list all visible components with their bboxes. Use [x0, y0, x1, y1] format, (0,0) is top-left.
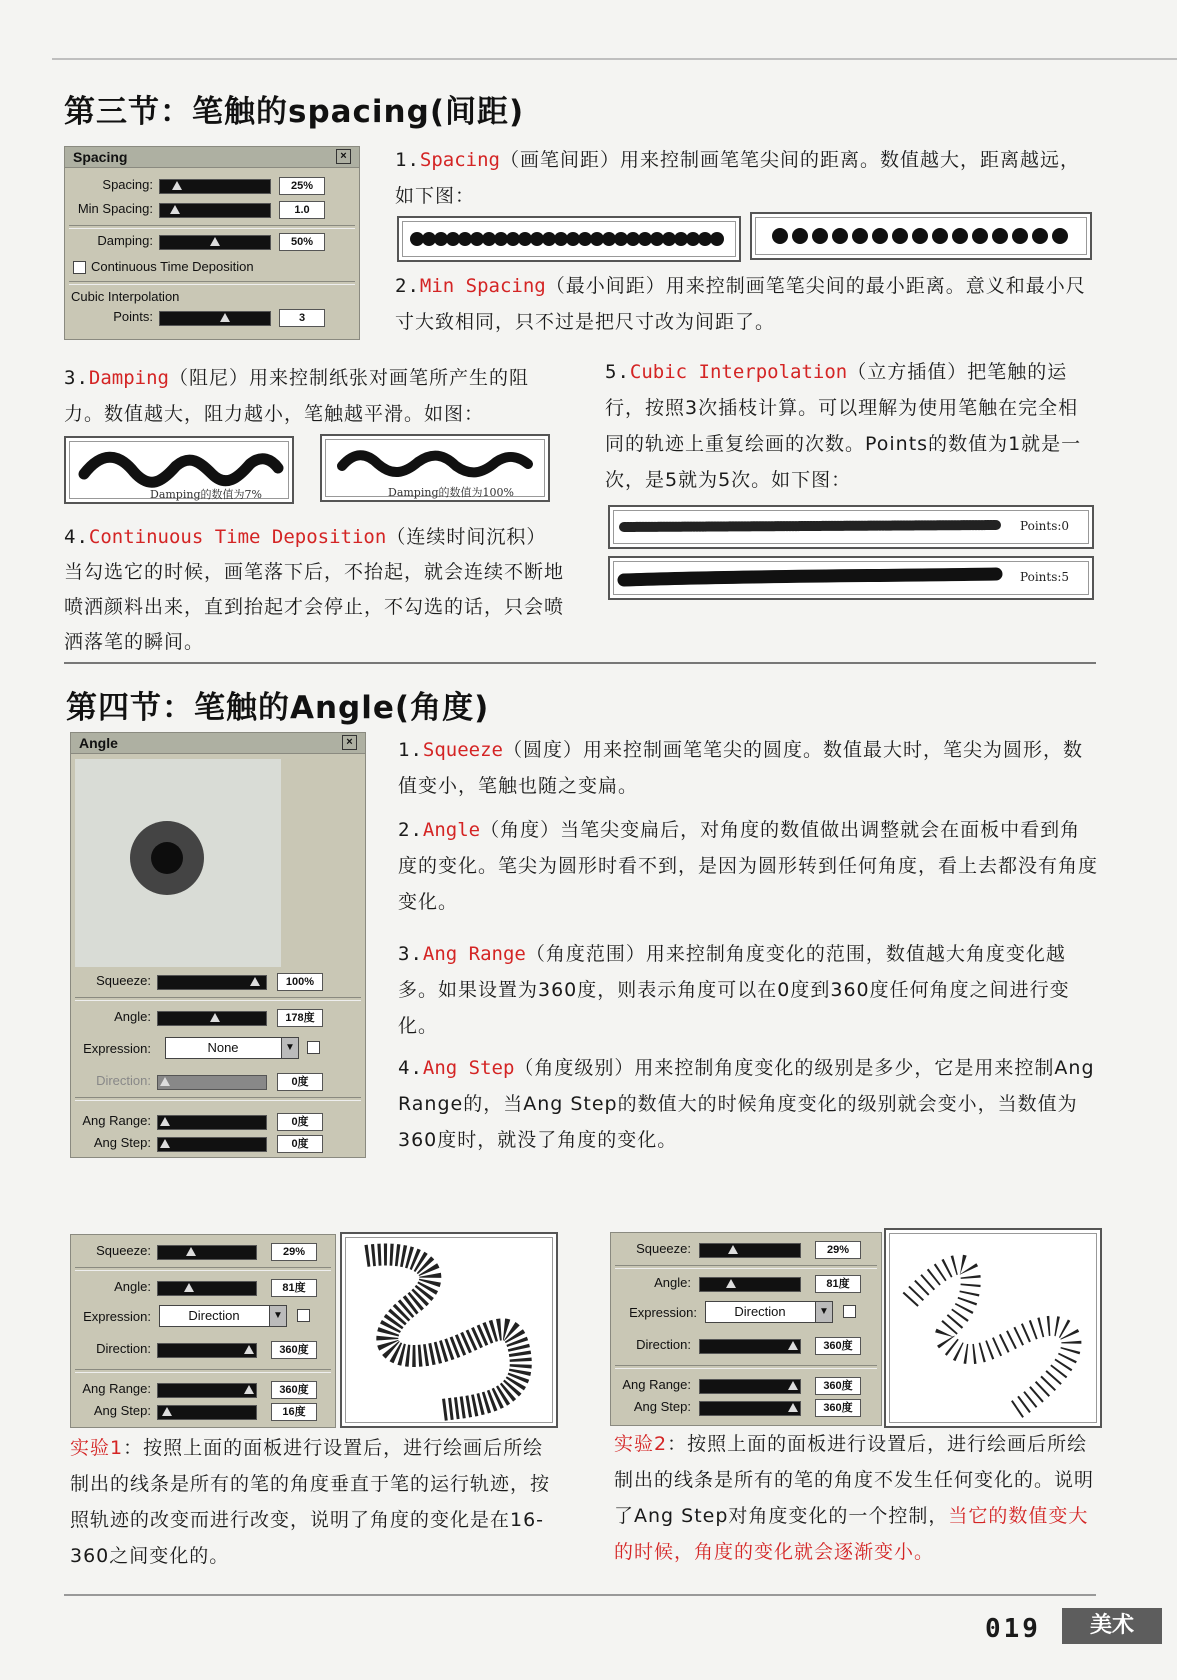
spacing-slider[interactable]	[159, 179, 271, 194]
angle-label: Angle:	[654, 1275, 691, 1290]
expression-label: Expression:	[83, 1041, 151, 1056]
ang-range-label: Ang Range:	[622, 1377, 691, 1392]
rotating-strokes	[342, 1234, 556, 1426]
term-spacing: Spacing	[419, 149, 500, 171]
expression-selected: Direction	[188, 1308, 240, 1323]
ang-range-slider[interactable]	[699, 1379, 801, 1394]
section3-title: 第三节：笔触的spacing(间距)	[64, 94, 525, 130]
squeeze-slider[interactable]	[157, 1245, 257, 1260]
ang-step-slider[interactable]	[699, 1401, 801, 1416]
angle-value[interactable]: 81度	[815, 1275, 861, 1293]
points-slider[interactable]	[159, 311, 271, 326]
spacing-panel-titlebar	[65, 147, 359, 168]
damping-caption-100: Damping的数值为100%	[388, 486, 514, 499]
angle-slider[interactable]	[699, 1277, 801, 1292]
squeeze-value[interactable]: 29%	[271, 1243, 317, 1261]
min-spacing-paragraph: 2.Min Spacing（最小间距）用来控制画笔笔尖间的最小距离。意义和最小尺寸大致相同，只不过是把尺寸改为间距了。	[395, 275, 1086, 333]
invert-checkbox[interactable]	[843, 1305, 856, 1318]
footer-logo-text: 美术	[1089, 1613, 1134, 1638]
angle-slider[interactable]	[157, 1011, 267, 1026]
direction-value[interactable]: 360度	[815, 1337, 861, 1355]
chevron-down-icon[interactable]: ▼	[815, 1302, 832, 1322]
ang-step-label: Ang Step:	[93, 1403, 151, 1418]
ang-range-value[interactable]: 360度	[271, 1381, 317, 1399]
exp1-result	[340, 1232, 558, 1428]
exp2-label: 实验2	[614, 1433, 668, 1455]
expression-dropdown[interactable]	[159, 1305, 287, 1327]
squeeze-value[interactable]: 29%	[815, 1241, 861, 1259]
cubic-label: Cubic Interpolation	[71, 289, 180, 304]
invert-checkbox[interactable]	[307, 1041, 320, 1054]
panel-divider	[75, 1369, 331, 1373]
continuous-label: Continuous Time Deposition	[91, 259, 254, 274]
spacing-panel	[64, 146, 360, 340]
exp2-panel	[610, 1232, 882, 1426]
squeeze-slider[interactable]	[157, 975, 267, 990]
spacing-sample-tight	[397, 216, 741, 262]
spacing-value[interactable]: 25%	[279, 177, 325, 195]
angle-value[interactable]: 81度	[271, 1279, 317, 1297]
ang-step-slider[interactable]	[157, 1137, 267, 1152]
close-icon[interactable]: ×	[342, 735, 357, 750]
term-continuous: Continuous Time Deposition	[88, 526, 387, 548]
points-value[interactable]: 3	[279, 309, 325, 327]
expression-selected: Direction	[734, 1304, 786, 1319]
panel-divider	[75, 997, 361, 1001]
squeeze-label: Squeeze:	[96, 973, 151, 988]
term-ang-step: Ang Step	[422, 1057, 515, 1079]
invert-checkbox[interactable]	[297, 1309, 310, 1322]
fixed-angle-strokes	[886, 1230, 1100, 1426]
angle-label: Angle:	[114, 1279, 151, 1294]
expression-label: Expression:	[629, 1305, 697, 1320]
direction-slider[interactable]	[699, 1339, 801, 1354]
continuous-checkbox[interactable]	[73, 261, 86, 274]
points-sample-5	[608, 556, 1094, 600]
points-caption-5: Points:5	[1020, 570, 1070, 584]
damping-sample-100	[320, 434, 550, 502]
direction-value[interactable]: 360度	[271, 1341, 317, 1359]
panel-divider	[615, 1365, 877, 1369]
continuous-paragraph: 4.Continuous Time Deposition（连续时间沉积）当勾选它的时候，画笔落下后，不抬起，就会连续不断地喷洒颜料出来，直到抬起才会停止，不勾选的话，只会喷洒落笔的瞬间。	[64, 526, 565, 653]
footer-rule	[64, 1594, 1096, 1596]
points-caption-0: Points:0	[1020, 519, 1070, 533]
exp2-result	[884, 1228, 1102, 1428]
expression-dropdown[interactable]	[705, 1301, 833, 1323]
ang-step-value[interactable]: 0度	[277, 1135, 323, 1153]
section-divider	[64, 662, 1096, 664]
squeeze-slider[interactable]	[699, 1243, 801, 1258]
points-sample-0	[608, 505, 1094, 549]
panel-divider	[615, 1265, 877, 1269]
direction-slider[interactable]	[157, 1343, 257, 1358]
cubic-paragraph: 5.Cubic Interpolation（立方插值）把笔触的运行，按照3次插枝计算。可以理解为使用笔触在完全相同的轨迹上重复绘画的次数。Points的数值为1就是一次，是5就为5次。如下图：	[605, 361, 1082, 491]
exp1-panel	[70, 1234, 336, 1428]
spacing-sample-wide	[750, 212, 1092, 260]
exp1-text: 实验1：按照上面的面板进行设置后，进行绘画后所绘制出的线条是所有的笔的角度垂直于笔的运行轨迹，按照轨迹的改变而进行改变，说明了角度的变化是在16-360之间变化的。	[70, 1437, 551, 1567]
spacing-panel-title: Spacing	[73, 149, 128, 165]
damping-paragraph: 3.Damping（阻尼）用来控制纸张对画笔所产生的阻力。数值越大，阻力越小，笔触越平滑。如图：	[64, 367, 529, 425]
ang-range-label: Ang Range:	[82, 1381, 151, 1396]
squeeze-paragraph: 1.Squeeze（圆度）用来控制画笔笔尖的圆度。数值最大时，笔尖为圆形，数值变小，笔触也随之变扁。	[398, 739, 1083, 797]
ang-range-slider[interactable]	[157, 1383, 257, 1398]
direction-value[interactable]: 0度	[277, 1073, 323, 1091]
expression-dropdown[interactable]	[165, 1037, 299, 1059]
term-ang-range: Ang Range	[422, 943, 526, 965]
panel-divider	[75, 1267, 331, 1271]
close-icon[interactable]: ×	[336, 149, 351, 164]
ang-step-value[interactable]: 16度	[271, 1403, 317, 1421]
angle-panel-title: Angle	[79, 735, 118, 751]
dots-wide	[752, 214, 1090, 258]
angle-paragraph: 2.Angle（角度）当笔尖变扁后，对角度的数值做出调整就会在面板中看到角度的变化。笔尖为圆形时看不到，是因为圆形转到任何角度，看上去都没有角度变化。	[398, 819, 1099, 913]
term-squeeze: Squeeze	[422, 739, 503, 761]
expression-selected: None	[207, 1040, 239, 1055]
direction-slider[interactable]	[157, 1075, 267, 1090]
ang-step-label: Ang Step:	[93, 1135, 151, 1150]
ang-range-value[interactable]: 360度	[815, 1377, 861, 1395]
spacing-label: Spacing:	[102, 177, 153, 192]
squeeze-value[interactable]: 100%	[277, 973, 323, 991]
damping-sample-7	[64, 436, 294, 504]
dots-tight	[399, 218, 739, 260]
ang-range-label: Ang Range:	[82, 1113, 151, 1128]
ang-range-slider[interactable]	[157, 1115, 267, 1130]
panel-divider	[75, 1097, 361, 1101]
term-min-spacing: Min Spacing	[419, 275, 546, 297]
ang-range-paragraph: 3.Ang Range（角度范围）用来控制角度变化的范围，数值越大角度变化越多。如果设置为360度，则表示角度可以在0度到360度任何角度之间进行变化。	[398, 943, 1070, 1037]
damping-label: Damping:	[97, 233, 153, 248]
ang-step-slider[interactable]	[157, 1405, 257, 1420]
stroke-points-0	[610, 507, 1010, 547]
min-spacing-value[interactable]: 1.0	[279, 201, 325, 219]
points-label: Points:	[113, 309, 153, 324]
min-spacing-slider[interactable]	[159, 203, 271, 218]
term-cubic: Cubic Interpolation	[629, 361, 848, 383]
ang-range-value[interactable]: 0度	[277, 1113, 323, 1131]
chevron-down-icon[interactable]: ▼	[281, 1038, 298, 1058]
angle-panel	[70, 732, 366, 1158]
damping-caption-7: Damping的数值为7%	[150, 488, 262, 501]
term-angle: Angle	[422, 819, 481, 841]
squeeze-label: Squeeze:	[96, 1243, 151, 1258]
angle-value[interactable]: 178度	[277, 1009, 323, 1027]
min-spacing-label: Min Spacing:	[77, 201, 153, 216]
direction-label: Direction:	[636, 1337, 691, 1352]
page-number: 019	[985, 1614, 1041, 1644]
angle-label: Angle:	[114, 1009, 151, 1024]
top-rule	[52, 58, 1177, 60]
angle-preview	[75, 759, 281, 967]
damping-value[interactable]: 50%	[279, 233, 325, 251]
ang-step-value[interactable]: 360度	[815, 1399, 861, 1417]
brush-tip-core	[151, 842, 183, 874]
section4-title: 第四节：笔触的Angle(角度)	[66, 690, 490, 726]
direction-label: Direction:	[96, 1341, 151, 1356]
footer-logo	[1062, 1608, 1162, 1644]
exp2-text: 实验2：按照上面的面板进行设置后，进行绘画后所绘制出的线条是所有的笔的角度不发生任何变化的。说明了Ang Step对角度变化的一个控制，当它的数值变大的时候，角度的变化就会逐渐变小。	[614, 1433, 1095, 1563]
chevron-down-icon[interactable]: ▼	[269, 1306, 286, 1326]
expression-label: Expression:	[83, 1309, 151, 1324]
panel-divider	[69, 281, 355, 285]
angle-panel-titlebar	[71, 733, 365, 754]
ang-step-paragraph: 4.Ang Step（角度级别）用来控制角度变化的级别是多少，它是用来控制Ang Range的，当Ang Step的数值大的时候角度变化的级别就会变小，当数值为360度时，就没了角度的变化。	[398, 1057, 1095, 1151]
direction-label: Direction:	[96, 1073, 151, 1088]
damping-slider[interactable]	[159, 235, 271, 250]
stroke-points-5	[610, 558, 1010, 598]
squeeze-label: Squeeze:	[636, 1241, 691, 1256]
spacing-paragraph: 1.Spacing（画笔间距）用来控制画笔笔尖间的距离。数值越大，距离越远，如下图：	[395, 149, 1080, 207]
ang-step-label: Ang Step:	[633, 1399, 691, 1414]
term-damping: Damping	[88, 367, 169, 389]
panel-divider	[69, 225, 355, 229]
angle-slider[interactable]	[157, 1281, 257, 1296]
exp2-highlight: 当它的数值变大的时候，角度的变化就会逐渐变小。	[614, 1505, 1089, 1563]
exp1-label: 实验1	[70, 1437, 124, 1459]
